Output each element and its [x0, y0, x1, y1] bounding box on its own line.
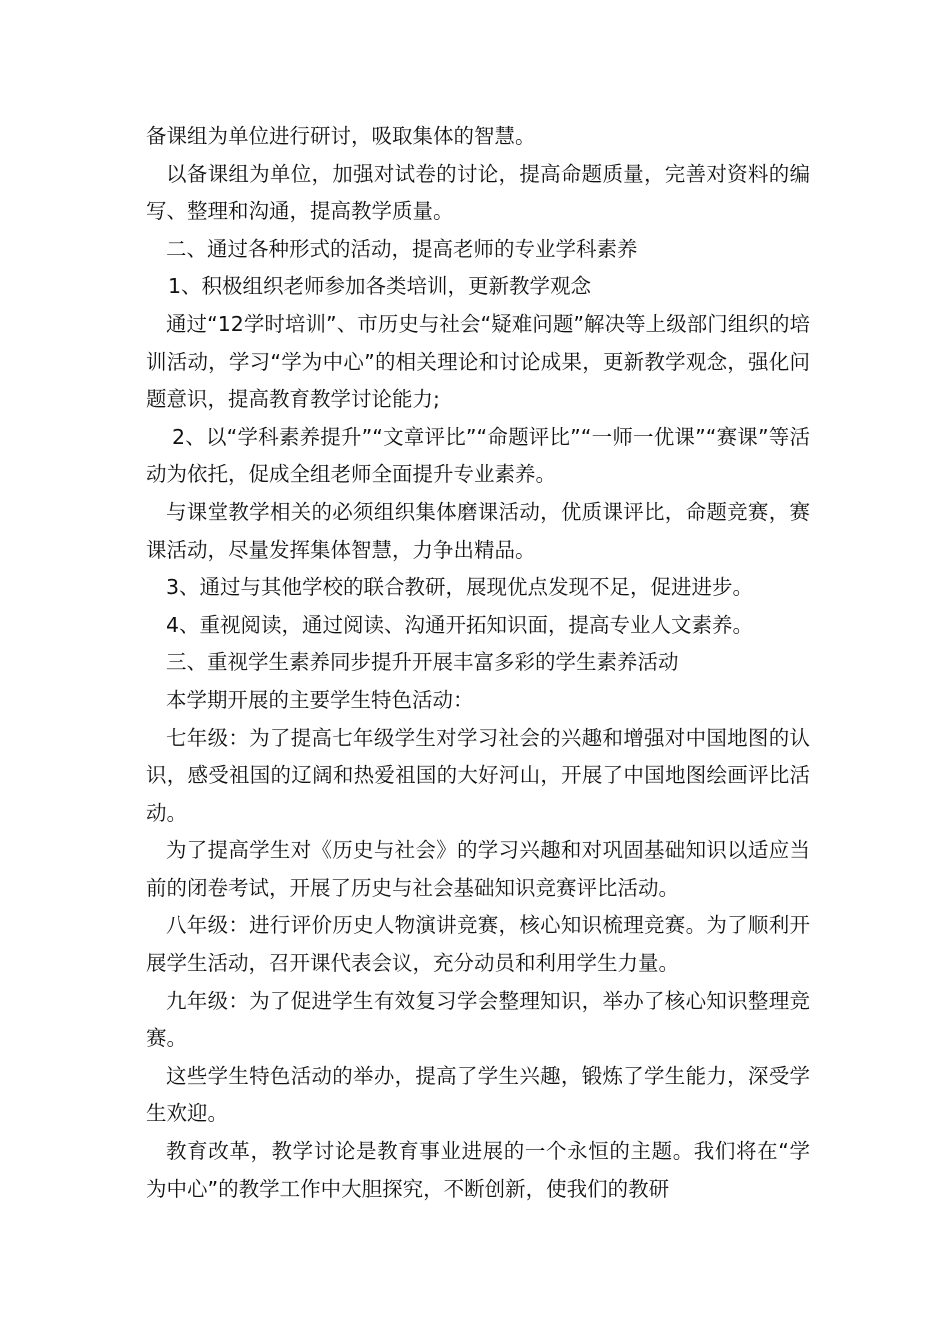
paragraph: 八年级：进行评价历史人物演讲竞赛，核心知识梳理竞赛。为了顺利开展学生活动，召开课代表会议，充分动员和利用学生力量。	[146, 913, 810, 976]
subsection-heading: 3、通过与其他学校的联合教研，展现优点发现不足，促进进步。	[166, 575, 754, 600]
paragraph: 七年级：为了提高七年级学生对学习社会的兴趣和增强对中国地图的认识，感受祖国的辽阔和热爱祖国的大好河山，开展了中国地图绘画评比活动。	[146, 725, 810, 825]
section-heading: 二、通过各种形式的活动，提高老师的专业学科素养	[166, 236, 638, 261]
paragraph: 为了提高学生对《历史与社会》的学习兴趣和对巩固基础知识以适应当前的闭卷考试，开展了历史与社会基础知识竞赛评比活动。	[146, 838, 810, 900]
paragraph: 与课堂教学相关的必须组织集体磨课活动，优质课评比，命题竞赛，赛课活动，尽量发挥集体智慧，力争出精品。	[146, 499, 810, 562]
paragraph: 九年级：为了促进学生有效复习学会整理知识，举办了核心知识整理竞赛。	[146, 988, 810, 1051]
paragraph: 通过“12学时培训”、市历史与社会“疑难问题”解决等上级部门组织的培训活动，学习“学为中心”的相关理论和讨论成果，更新教学观念，强化问题意识，提高教育教学讨论能力;	[146, 311, 810, 412]
document-body	[146, 118, 810, 1208]
subsection-heading: 2、以“学科素养提升”“文章评比”“命题评比”“一师一优课”“赛课”等活动为依托，促成全组老师全面提升专业素养。	[146, 424, 810, 487]
paragraph: 备课组为单位进行研讨，吸取集体的智慧。	[146, 124, 536, 148]
paragraph: 以备课组为单位，加强对试卷的讨论，提高命题质量，完善对资料的编写、整理和沟通，提高教学质量。	[146, 161, 810, 224]
paragraph: 本学期开展的主要学生特色活动：	[166, 687, 474, 712]
paragraph: 教育改革，教学讨论是教育事业进展的一个永恒的主题。我们将在“学为中心”的教学工作中大胆探究，不断创新，使我们的教研	[146, 1139, 810, 1201]
subsection-heading: 1、积极组织老师参加各类培训，更新教学观念	[168, 274, 592, 299]
paragraph: 这些学生特色活动的举办，提高了学生兴趣，锻炼了学生能力，深受学生欢迎。	[146, 1063, 810, 1126]
section-heading: 三、重视学生素养同步提升开展丰富多彩的学生素养活动	[166, 650, 679, 675]
subsection-heading: 4、重视阅读，通过阅读、沟通开拓知识面，提高专业人文素养。	[166, 612, 754, 637]
